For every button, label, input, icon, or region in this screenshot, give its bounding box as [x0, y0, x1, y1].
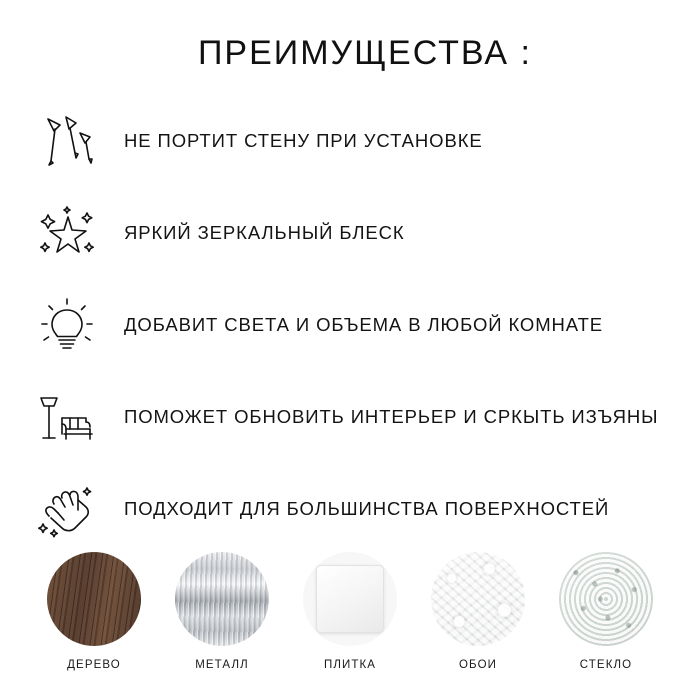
- material-item-glass: [554, 552, 658, 671]
- sparkle-star-icon: [24, 198, 110, 268]
- benefit-item: [24, 95, 700, 187]
- cleaning-hand-icon: [24, 474, 110, 544]
- benefit-item: [24, 279, 700, 371]
- benefits-list: [0, 95, 700, 555]
- material-item-wallpaper: [426, 552, 530, 671]
- benefit-text: НЕ ПОРТИТ СТЕНУ ПРИ УСТАНОВКЕ: [124, 130, 483, 151]
- lightbulb-icon: [24, 290, 110, 360]
- material-item-tile: [298, 552, 402, 671]
- metal-swatch: [175, 552, 269, 646]
- material-item-metal: [170, 552, 274, 671]
- wallpaper-swatch: [431, 552, 525, 646]
- benefit-text: ПОДХОДИТ ДЛЯ БОЛЬШИНСТВА ПОВЕРХНОСТЕЙ: [124, 498, 610, 519]
- benefit-text: ЯРКИЙ ЗЕРКАЛЬНЫЙ БЛЕСК: [124, 222, 405, 243]
- benefit-text: ПОМОЖЕТ ОБНОВИТЬ ИНТЕРЬЕР И СРКЫТЬ ИЗЪЯНЫ: [124, 406, 659, 427]
- material-item-wood: [42, 552, 146, 671]
- benefit-item: [24, 371, 700, 463]
- sofa-lamp-icon: [24, 382, 110, 452]
- material-label: СТЕКЛО: [579, 659, 633, 671]
- wood-swatch: [47, 552, 141, 646]
- material-label: ДЕРЕВО: [67, 659, 121, 671]
- glass-swatch: [559, 552, 653, 646]
- benefit-text: ДОБАВИТ СВЕТА И ОБЪЕМА В ЛЮБОЙ КОМНАТЕ: [124, 314, 604, 335]
- material-label: ОБОИ: [459, 659, 497, 671]
- benefit-item: [24, 187, 700, 279]
- tile-swatch: [303, 552, 397, 646]
- nails-icon: [24, 106, 110, 176]
- materials-row: [0, 552, 700, 671]
- material-label: ПЛИТКА: [323, 659, 377, 671]
- material-label: МЕТАЛЛ: [195, 659, 249, 671]
- benefit-item: [24, 463, 700, 555]
- page-title: ПРЕИМУЩЕСТВА :: [197, 34, 533, 72]
